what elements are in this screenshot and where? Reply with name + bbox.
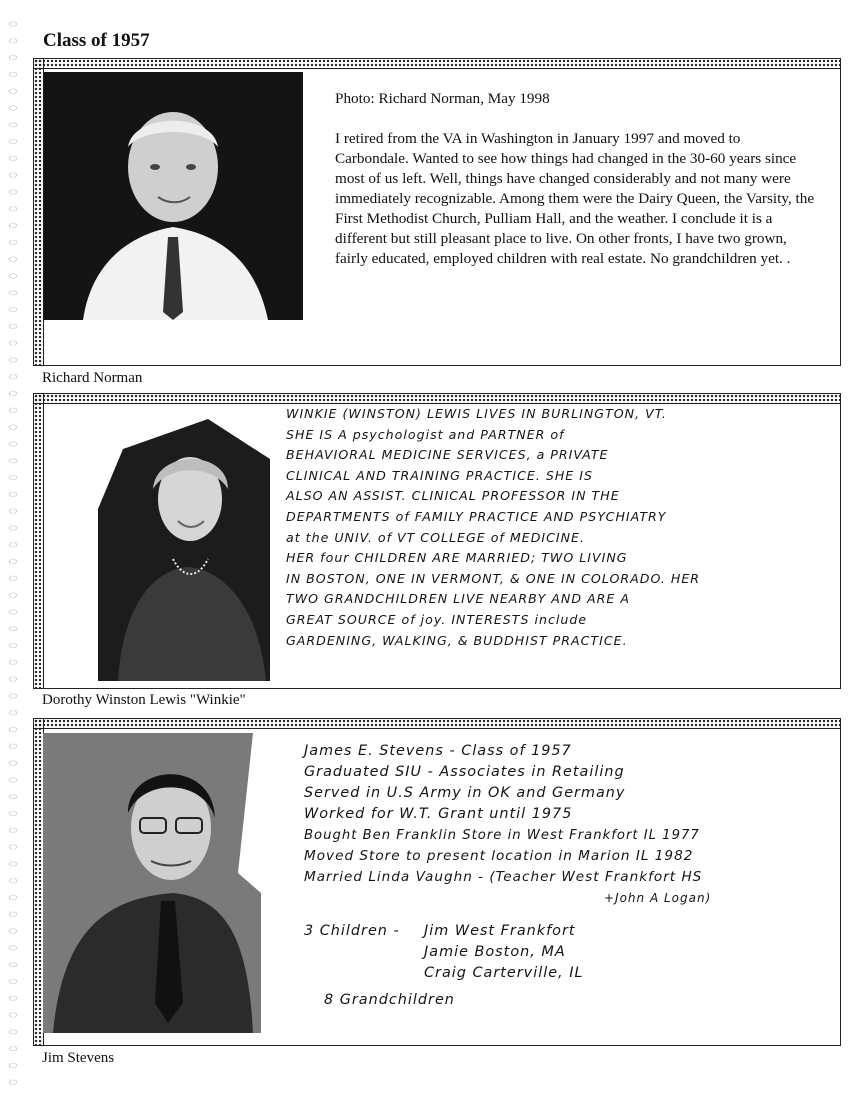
dotted-border-top [34,59,840,69]
child-item: Jim West Frankfort [424,923,576,939]
page-title: Class of 1957 [43,30,150,51]
hand-line: Served in U.S Army in OK and Germany [304,785,626,801]
hand-line: HER four CHILDREN ARE MARRIED; TWO LIVING [286,550,628,566]
dotted-border-top [34,394,840,404]
hand-line: ALSO AN ASSIST. CLINICAL PROFESSOR IN THE [286,488,620,504]
entry-panel-winkie-lewis [33,393,841,689]
caption-jim-stevens: Jim Stevens [42,1050,115,1066]
hand-line: DEPARTMENTS of FAMILY PRACTICE AND PSYCHIATRY [286,508,667,524]
photo-credit: Photo: Richard Norman, May 1998 [335,90,550,107]
children-label: 3 Children - [304,923,400,939]
spiral-binding [6,18,20,1088]
entry-panel-jim-stevens [33,718,841,1046]
hand-line: Graduated SIU - Associates in Retailing [304,764,625,780]
child-item: Craig Carterville, IL [424,965,584,981]
hand-line: Bought Ben Franklin Store in West Frankfort IL 1977 [304,828,700,843]
hand-line: IN BOSTON, ONE IN VERMONT, & ONE IN COLORADO. HER [286,570,701,586]
hand-line: +John A Logan) [604,891,712,905]
hand-line: GARDENING, WALKING, & BUDDHIST PRACTICE. [286,632,628,648]
hand-line: at the UNIV. of VT COLLEGE of MEDICINE. [286,529,585,545]
grandchildren-line: 8 Grandchildren [324,992,455,1008]
hand-line: TWO GRANDCHILDREN LIVE NEARBY AND ARE A [286,591,630,607]
hand-line: Married Linda Vaughn - (Teacher West Frankfort HS [304,869,703,885]
child-item: Jamie Boston, MA [424,944,566,960]
hand-line: Moved Store to present location in Marion IL 1982 [304,848,694,864]
hand-line: James E. Stevens - Class of 1957 [304,743,572,759]
photo-richard-norman [43,72,303,320]
caption-winkie-lewis: Dorothy Winston Lewis "Winkie" [42,692,246,708]
children-block [304,921,711,984]
handwritten-entry-winkie-lewis [286,404,700,651]
hand-line: GREAT SOURCE of joy. INTERESTS include [286,611,588,627]
handwritten-entry-jim-stevens [304,741,711,1011]
dotted-border-left [34,394,44,688]
entry-panel-richard-norman [33,58,841,366]
dotted-border-top [34,719,840,729]
hand-line: CLINICAL AND TRAINING PRACTICE. SHE IS [286,467,593,483]
photo-jim-stevens [43,733,261,1033]
spacer [304,909,711,921]
caption-richard-norman: Richard Norman [42,370,143,386]
hand-line: WINKIE (WINSTON) LEWIS LIVES IN BURLINGTON, VT. [286,406,667,421]
entry-body: I retired from the VA in Washington in January 1997 and moved to Carbondale. Wanted to see how things had changed in the 30-60 years since most of us left. Well, things have changed considerably and not many were immediately recognizable. Among them were the Dairy Queen, the Varsity, the First Methodist Church, Pulliam Hall, and the weather. I conclude it is a different but still pleasant place to live. On other fronts, I have two grown, fairly educated, employed children with real estate. No grandchildren yet. . [335,130,815,267]
children-list [424,921,583,984]
photo-winkie-lewis [98,419,270,681]
hand-line: BEHAVIORAL MEDICINE SERVICES, a PRIVATE [286,447,609,463]
entry-text-richard-norman [335,89,815,289]
hand-line: SHE IS A psychologist and PARTNER of [286,426,565,442]
hand-line: Worked for W.T. Grant until 1975 [304,806,573,822]
